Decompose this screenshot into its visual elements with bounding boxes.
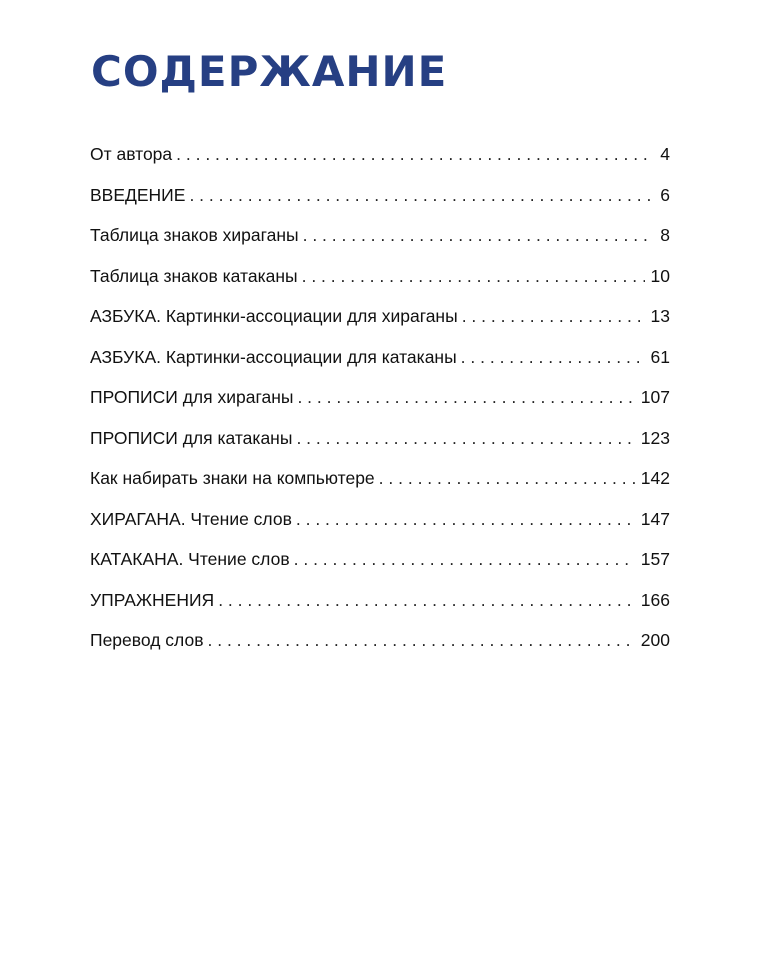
page-title: СОДЕРЖАНИЕ bbox=[91, 47, 448, 96]
toc-page-number: 166 bbox=[640, 589, 670, 610]
dot-leader bbox=[218, 587, 635, 613]
dot-leader bbox=[208, 627, 635, 653]
toc-entry-title: КАТАКАНА. Чтение слов bbox=[90, 549, 290, 569]
toc-entry[interactable] bbox=[90, 627, 670, 668]
toc-entry-title: ПРОПИСИ для катаканы bbox=[90, 427, 293, 448]
toc-page-number: 157 bbox=[640, 549, 670, 569]
toc-entry-title: ВВЕДЕНИЕ bbox=[90, 184, 186, 205]
toc-entry[interactable] bbox=[90, 425, 670, 466]
toc-entry-title: АЗБУКА. Картинки-ассоциации для катаканы bbox=[90, 346, 457, 367]
dot-leader bbox=[176, 141, 654, 167]
toc-entry[interactable] bbox=[90, 506, 670, 547]
toc-page-number: 142 bbox=[640, 468, 670, 488]
toc-page-number: 61 bbox=[650, 346, 670, 367]
dot-leader bbox=[297, 384, 634, 410]
toc-entry[interactable] bbox=[90, 222, 670, 263]
toc-entry-title: Как набирать знаки на компьютере bbox=[90, 468, 375, 488]
toc-page-number: 200 bbox=[640, 630, 670, 650]
toc-page-number: 4 bbox=[660, 144, 670, 164]
toc-entry[interactable] bbox=[90, 303, 670, 344]
toc-entry[interactable] bbox=[90, 384, 670, 425]
toc-entry[interactable] bbox=[90, 465, 670, 506]
dot-leader bbox=[379, 465, 635, 491]
toc-entry-title: Таблица знаков катаканы bbox=[90, 265, 298, 286]
dot-leader bbox=[303, 222, 655, 248]
toc-entry-title: УПРАЖНЕНИЯ bbox=[90, 589, 215, 610]
toc-entry[interactable] bbox=[90, 182, 670, 223]
toc-entry[interactable] bbox=[90, 546, 670, 587]
dot-leader bbox=[296, 425, 634, 451]
toc-page-number: 10 bbox=[650, 265, 670, 286]
dot-leader bbox=[462, 303, 645, 329]
dot-leader bbox=[189, 182, 654, 208]
dot-leader bbox=[296, 506, 635, 532]
toc-entry-title: Перевод слов bbox=[90, 630, 204, 650]
toc-page-number: 13 bbox=[650, 306, 670, 326]
toc-page-number: 8 bbox=[660, 225, 670, 245]
toc-entry[interactable] bbox=[90, 344, 670, 385]
toc-page-number: 6 bbox=[660, 184, 670, 205]
toc-entry-title: От автора bbox=[90, 144, 173, 164]
toc-entry-title: ХИРАГАНА. Чтение слов bbox=[90, 508, 292, 529]
toc-entry[interactable] bbox=[90, 587, 670, 628]
toc-entry-title: ПРОПИСИ для хираганы bbox=[90, 387, 294, 407]
toc-entry-title: Таблица знаков хираганы bbox=[90, 225, 299, 245]
toc-entry[interactable] bbox=[90, 141, 670, 182]
toc-page-number: 147 bbox=[640, 508, 670, 529]
table-of-contents bbox=[90, 141, 670, 668]
dot-leader bbox=[294, 546, 635, 572]
toc-page-number: 123 bbox=[640, 427, 670, 448]
toc-entry[interactable] bbox=[90, 263, 670, 304]
dot-leader bbox=[461, 344, 645, 370]
dot-leader bbox=[302, 263, 645, 289]
toc-entry-title: АЗБУКА. Картинки-ассоциации для хираганы bbox=[90, 306, 458, 326]
toc-page-number: 107 bbox=[640, 387, 670, 407]
